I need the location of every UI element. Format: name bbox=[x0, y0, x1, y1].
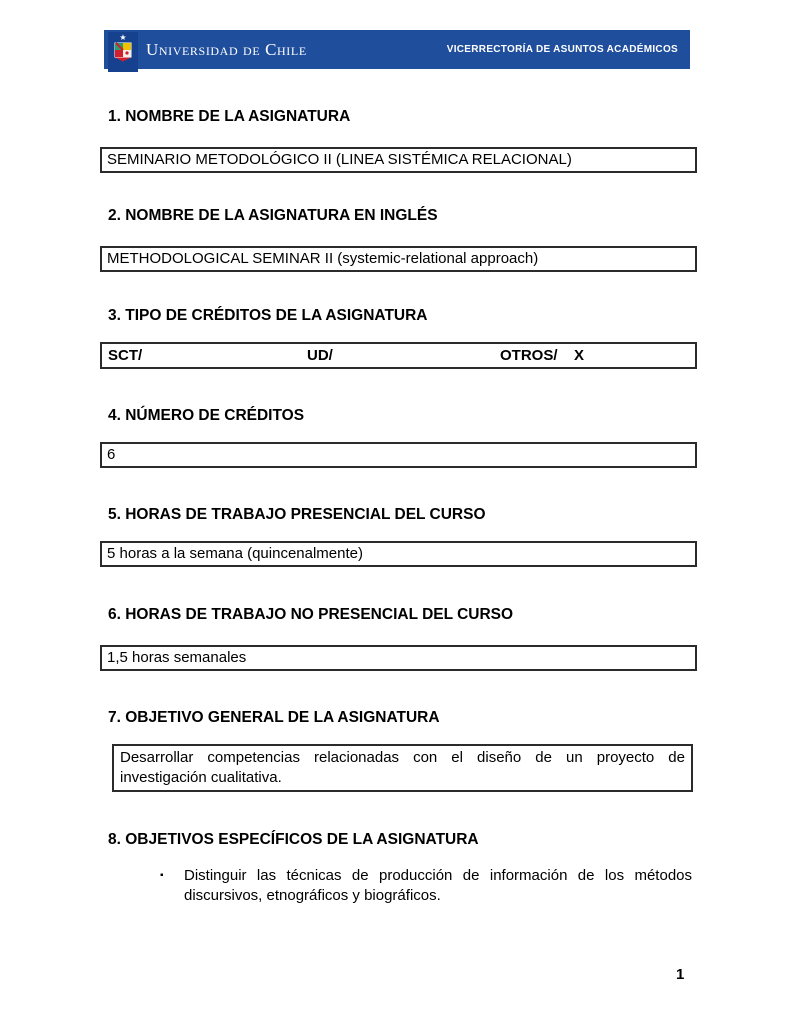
star-icon: ★ bbox=[119, 33, 127, 42]
section-8-heading: 8. OBJETIVOS ESPECÍFICOS DE LA ASIGNATURA bbox=[108, 831, 479, 848]
section-1-heading: 1. NOMBRE DE LA ASIGNATURA bbox=[108, 108, 351, 125]
general-objective-field: Desarrollar competencias relacionadas con el diseño de un proyecto de investigación cualitativa. bbox=[112, 744, 693, 792]
bullet-icon: ▪ bbox=[160, 870, 164, 881]
credit-type-field bbox=[100, 342, 697, 369]
course-name-english-field: METHODOLOGICAL SEMINAR II (systemic-relational approach) bbox=[100, 246, 697, 272]
header-band bbox=[104, 30, 690, 69]
section-4-heading: 4. NÚMERO DE CRÉDITOS bbox=[108, 407, 305, 424]
objective-text: Distinguir las técnicas de producción de información de los métodos discursivos, etnográficos y biográficos. bbox=[184, 867, 692, 904]
sct-label: SCT/ bbox=[108, 347, 143, 364]
otros-label: OTROS/ bbox=[500, 347, 558, 364]
section-6-heading: 6. HORAS DE TRABAJO NO PRESENCIAL DEL CURSO bbox=[108, 606, 514, 623]
uchile-crest-icon bbox=[114, 42, 132, 67]
page-number: 1 bbox=[676, 966, 685, 983]
non-presential-hours-field: 1,5 horas semanales bbox=[100, 645, 697, 671]
section-5-heading: 5. HORAS DE TRABAJO PRESENCIAL DEL CURSO bbox=[108, 506, 486, 523]
presential-hours-field: 5 horas a la semana (quincenalmente) bbox=[100, 541, 697, 567]
section-2-heading: 2. NOMBRE DE LA ASIGNATURA EN INGLÉS bbox=[108, 207, 438, 224]
section-7-heading: 7. OBJETIVO GENERAL DE LA ASIGNATURA bbox=[108, 709, 440, 726]
university-logo bbox=[108, 32, 138, 72]
course-name-field: SEMINARIO METODOLÓGICO II (LINEA SISTÉMICA RELACIONAL) bbox=[100, 147, 697, 173]
otros-value: X bbox=[574, 347, 585, 364]
credit-number-field: 6 bbox=[100, 442, 697, 468]
section-3-heading: 3. TIPO DE CRÉDITOS DE LA ASIGNATURA bbox=[108, 307, 428, 324]
vicerrectoria-label: VICERRECTORÍA DE ASUNTOS ACADÉMICOS bbox=[446, 44, 678, 55]
ud-label: UD/ bbox=[307, 347, 333, 364]
objective-list-item bbox=[160, 866, 692, 906]
university-name: Universidad de Chile bbox=[146, 40, 307, 59]
